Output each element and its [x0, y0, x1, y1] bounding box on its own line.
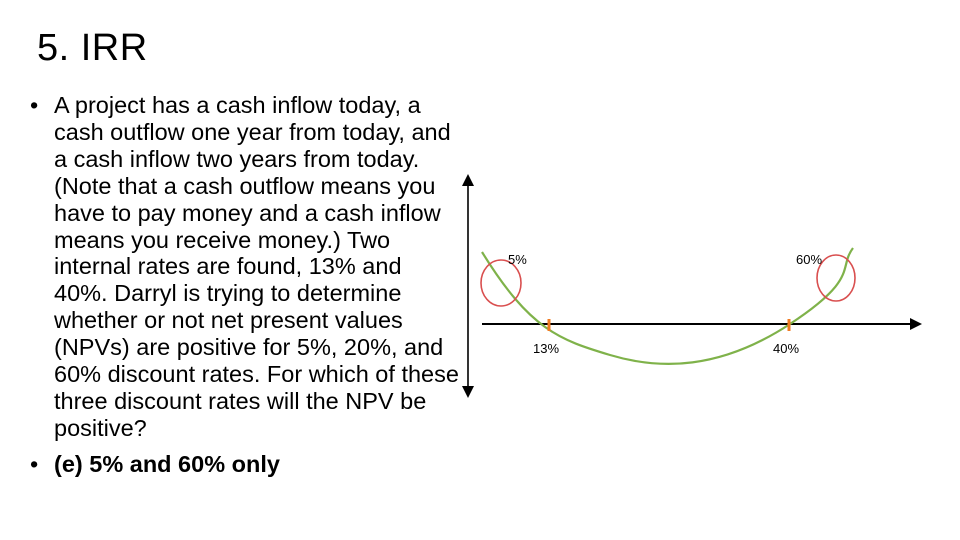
slide-title: 5. IRR: [37, 27, 148, 69]
question-bullet: • A project has a cash inflow today, a cash outflow one year from today, and a cash inflow two years from today. (Note that a cash outflow means you have to pay money and a cash inflow means you receive money.) Two internal rates are found, 13% and 40%. Darryl is trying to determine whether or not net present values (NPVs) are positive for 5%, 20%, and 60% discount rates. For which of these three discount rates will the NPV be positive?: [28, 92, 460, 442]
bullet-list: [28, 92, 460, 478]
vertical-axis-arrow-top: [462, 174, 474, 186]
highlight-circle-60: [817, 255, 855, 301]
label-13: 13%: [533, 341, 560, 356]
highlight-circle-5: [481, 260, 521, 306]
label-40: 40%: [773, 341, 800, 356]
npv-curve: [482, 248, 853, 364]
vertical-axis-arrow-bottom: [462, 386, 474, 398]
horizontal-axis-arrow: [910, 318, 922, 330]
label-5: 5%: [508, 252, 527, 267]
label-60: 60%: [796, 252, 823, 267]
answer-bullet: • (e) 5% and 60% only: [28, 451, 460, 478]
